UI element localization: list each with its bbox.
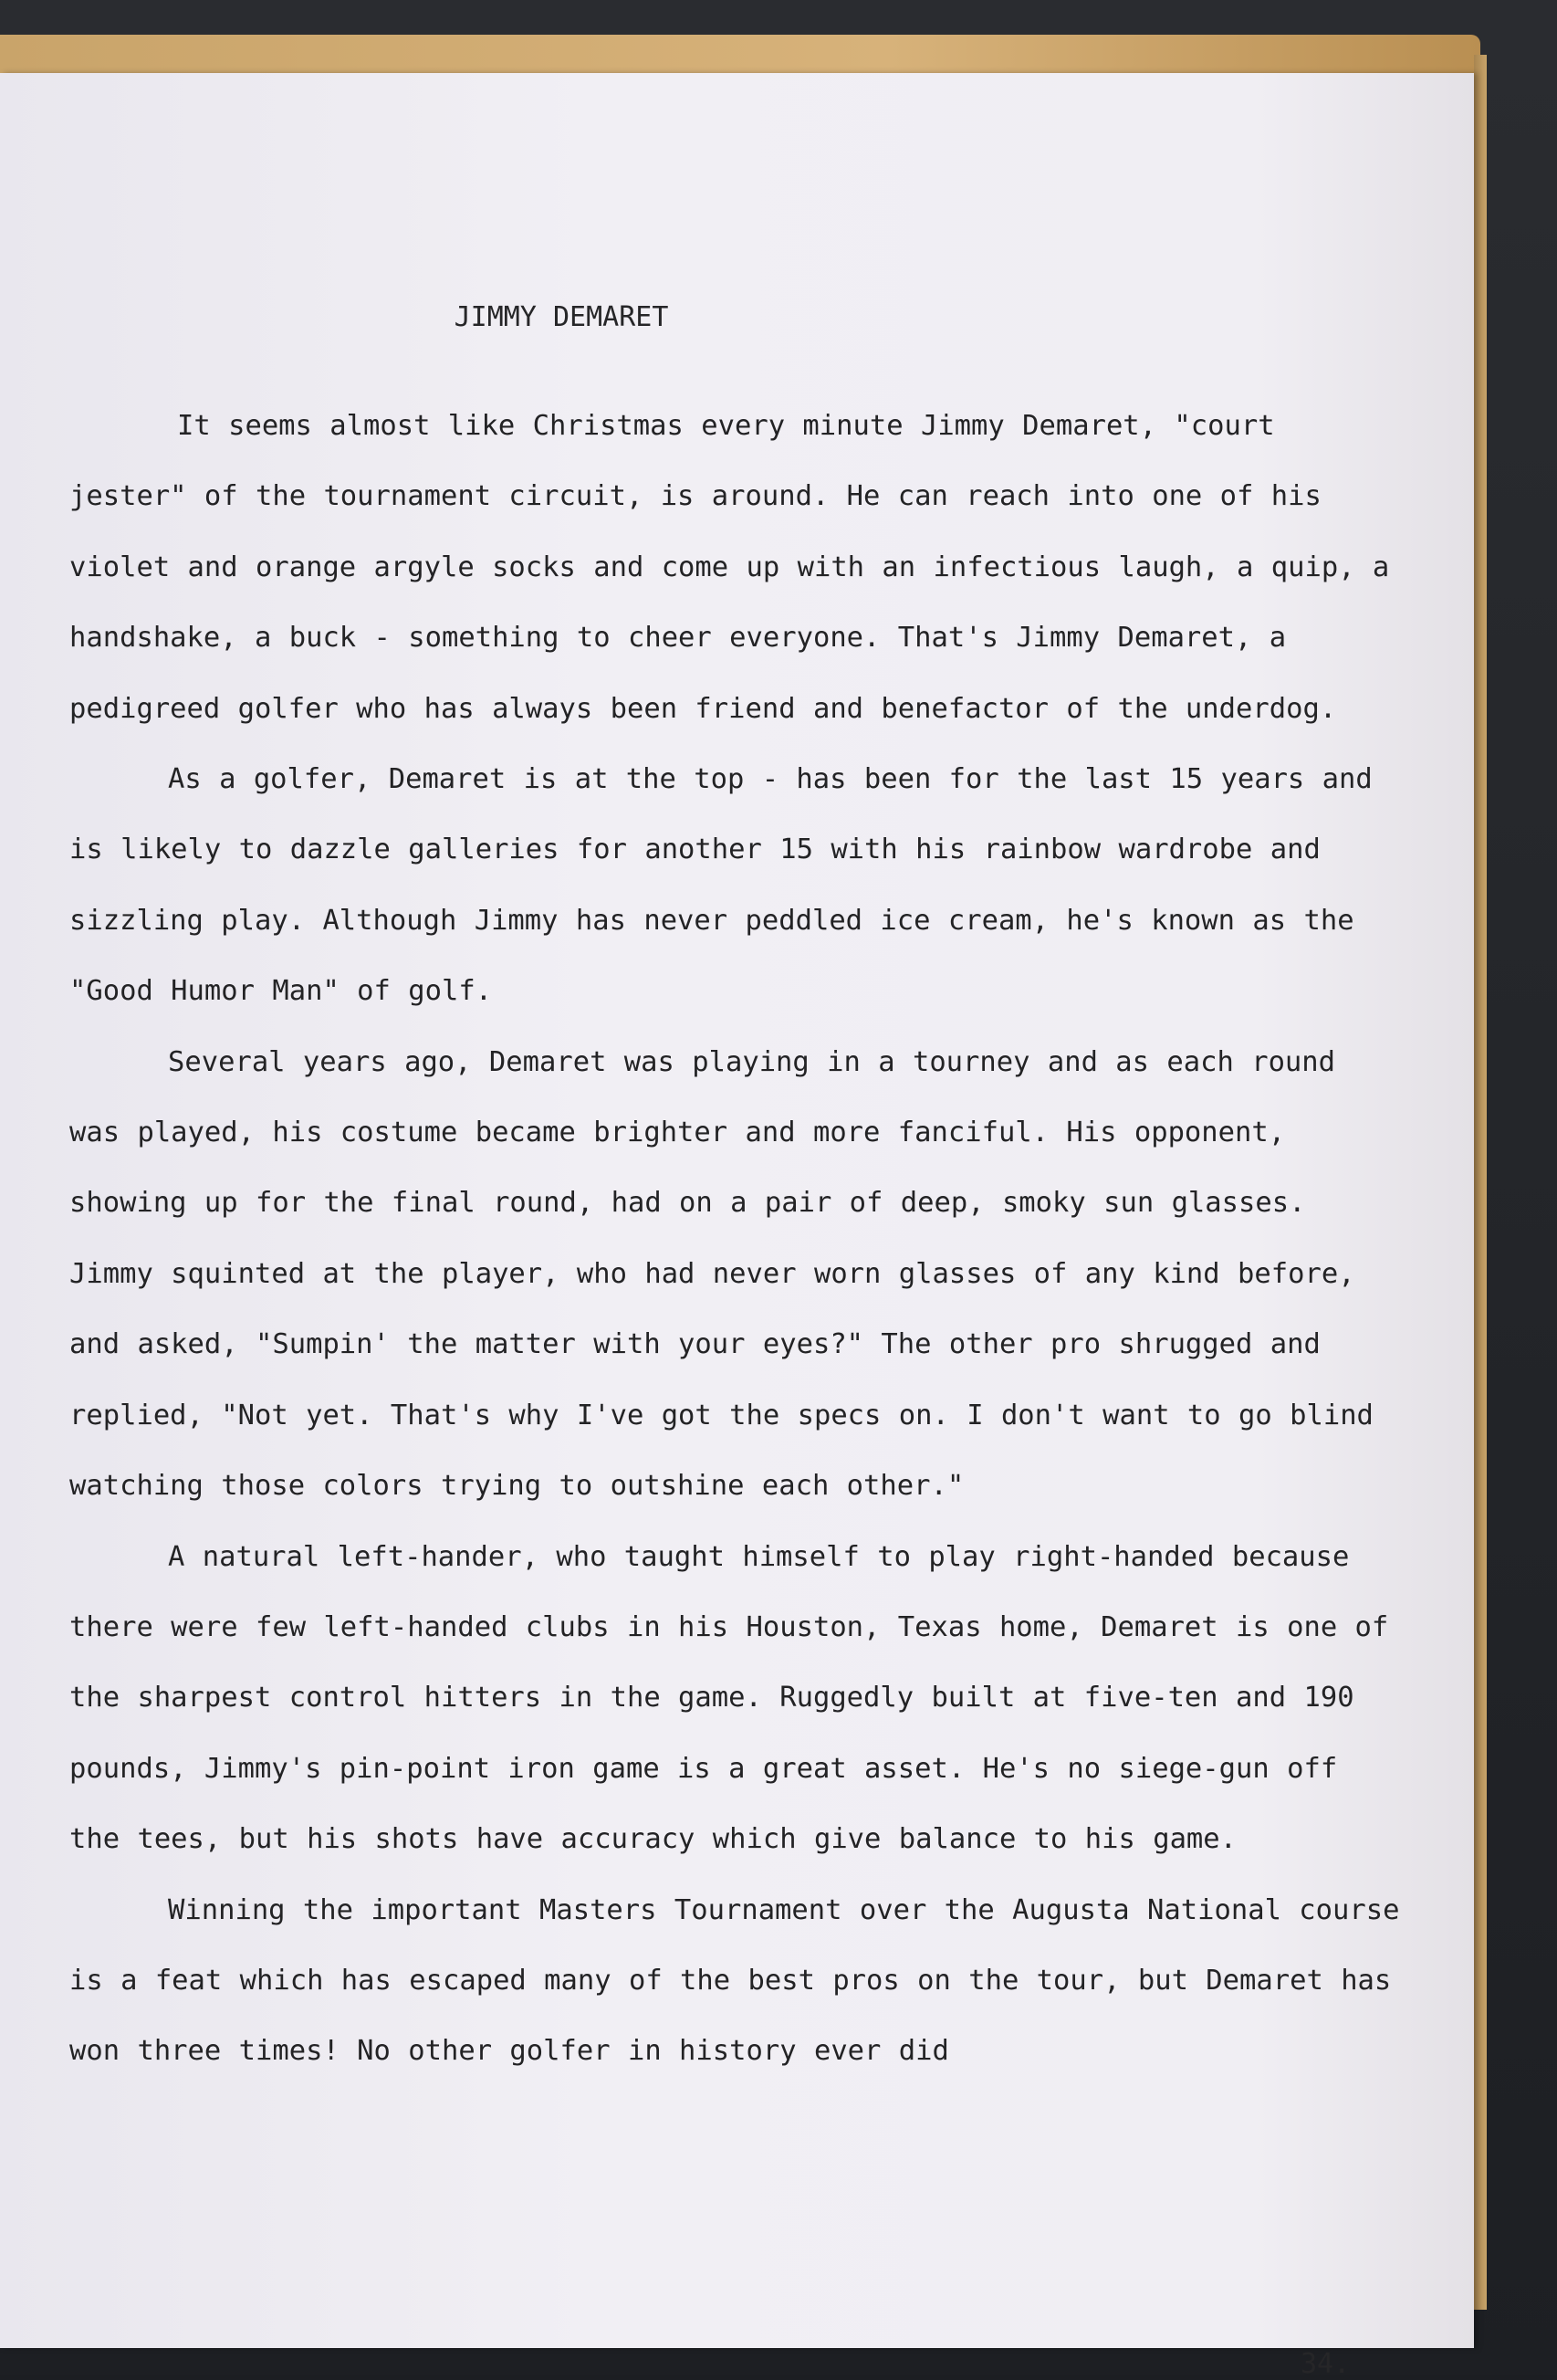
document-page <box>0 73 1474 2380</box>
body-text <box>69 391 1402 2087</box>
page-edge <box>1474 55 1487 2310</box>
paragraph-3: Several years ago, Demaret was playing in a tourney and as each round was played, his costume became brighter and more fanciful. His opponent, showing up for the final round, had on a pair of deep, smoky sun glasses. Jimmy squinted at the player, who had never worn glasses of any kind before, and asked, "Sumpin' the matter with your eyes?" The other pro shrugged and replied, "Not yet. That's why I've got the specs on. I don't want to go blind watching those colors trying to outshine each other." <box>69 1045 1374 1503</box>
paragraph-1: It seems almost like Christmas every minute Jimmy Demaret, "court jester" of the tournament circuit, is around. He can reach into one of his violet and orange argyle socks and come up with an infectious laugh, a quip, a handshake, a buck - something to cheer everyone. That's Jimmy Demaret, a pedigreed golfer who has always been friend and benefactor of the underdog. <box>69 410 1390 725</box>
paragraph-2: As a golfer, Demaret is at the top - has been for the last 15 years and is likely to dazzle galleries for another 15 with his rainbow wardrobe and sizzling play. Although Jimmy has never peddled ice cream, he's known as the "Good Humor Man" of golf. <box>69 763 1373 1008</box>
paragraph-5: Winning the important Masters Tournament over the Augusta National course is a feat which has escaped many of the best pros on the tour, but Demaret has won three times! No other golfer in history ever did <box>69 1893 1400 2068</box>
page-title: JIMMY DEMARET <box>454 301 669 333</box>
page-number: 34. <box>1301 2348 1351 2380</box>
paragraph-4: A natural left-hander, who taught himself to play right-handed because there were few left-handed clubs in his Houston, Texas home, Demaret is one of the sharpest control hitters in the game. Ruggedly built at five-ten and 190 pounds, Jimmy's pin-point iron game is a great asset. He's no siege-gun off the tees, but his shots have accuracy which give balance to his game. <box>69 1540 1389 1856</box>
